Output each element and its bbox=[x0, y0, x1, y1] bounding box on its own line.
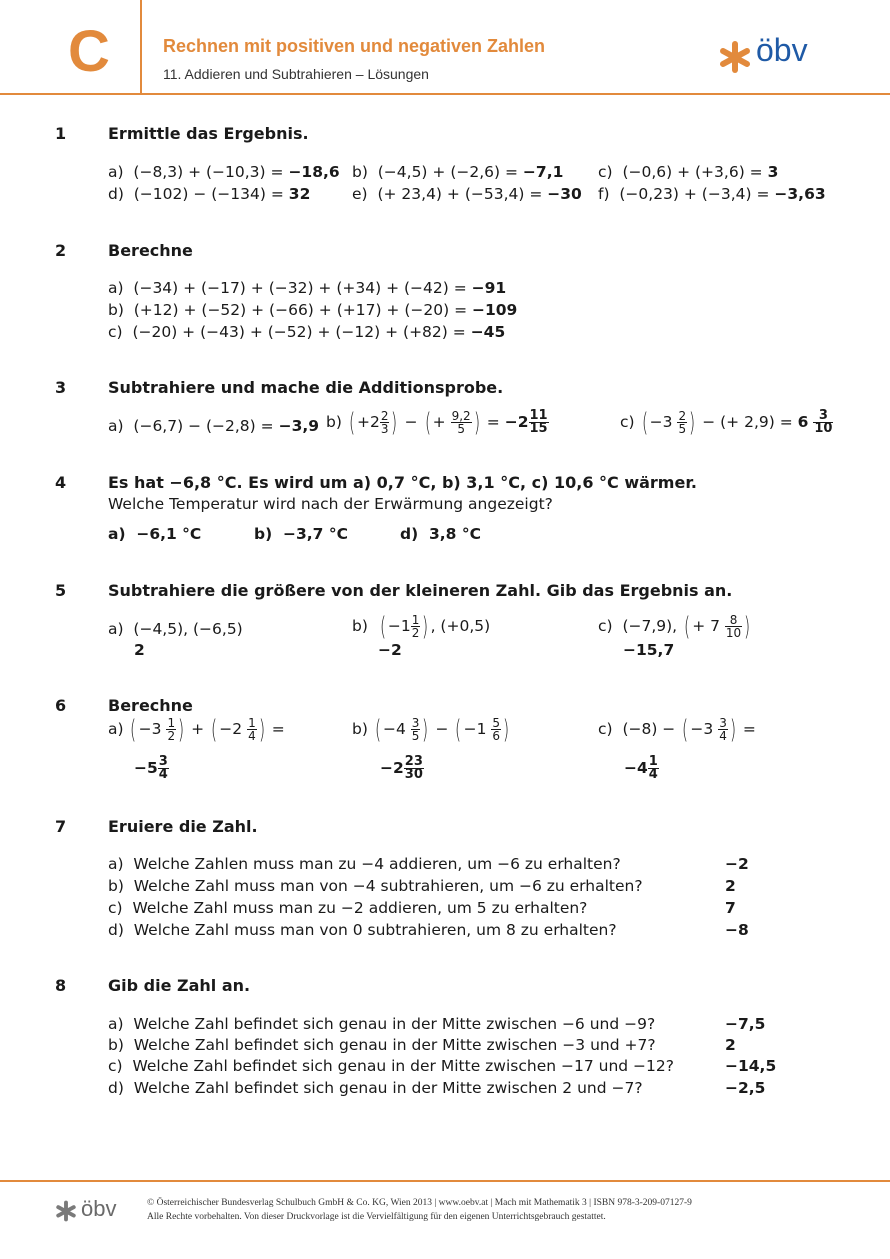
task-number: 4 bbox=[55, 473, 67, 492]
answer: −2 $\frac{23}{30}$ bbox=[380, 754, 423, 782]
exercise-item: c) Welche Zahl muss man zu −2 addieren, um 5 zu erhalten? bbox=[108, 899, 588, 917]
exercise-item: b) (−4,5) + (−2,6) = −7,1 bbox=[352, 163, 564, 181]
answer: −7,5 bbox=[725, 1015, 766, 1033]
task-title: Eruiere die Zahl. bbox=[108, 817, 258, 836]
obv-star-icon bbox=[718, 40, 752, 74]
exercise-item: b) Welche Zahl befindet sich genau in der Mitte zwischen −3 und +7? bbox=[108, 1036, 656, 1054]
obv-logo bbox=[718, 32, 808, 78]
answer: −14,5 bbox=[725, 1057, 777, 1075]
exercise-item: c) (−7,9), ( + 7 $\frac{8}{10}$ ) bbox=[598, 611, 751, 642]
footer-rights: Alle Rechte vorbehalten. Von dieser Druckvorlage ist die Vervielfältigung für den eigenen Unterrichtsgebrauch gestattet. bbox=[147, 1212, 606, 1222]
footer-logo bbox=[55, 1196, 117, 1226]
answer: −2 bbox=[725, 855, 749, 873]
answer: −4 $\frac{1}{4}$ bbox=[624, 754, 658, 782]
exercise-item: b) ( +2 $\frac{2}{3}$ ) − ( + $\frac{9,2}{5}$ ) = −2 $\frac{11}{15}$ bbox=[326, 407, 548, 438]
task-subtitle: Welche Temperatur wird nach der Erwärmung angezeigt? bbox=[108, 495, 553, 513]
exercise-item: a) (−8,3) + (−10,3) = −18,6 bbox=[108, 163, 340, 181]
task-title: Ermittle das Ergebnis. bbox=[108, 124, 309, 143]
answer: 2 bbox=[725, 1036, 736, 1054]
task-number: 2 bbox=[55, 241, 67, 260]
answer: −8 bbox=[725, 921, 749, 939]
answer: −5 $\frac{3}{4}$ bbox=[134, 754, 168, 782]
exercise-item: d) (−102) − (−134) = 32 bbox=[108, 185, 311, 203]
obv-star-icon bbox=[55, 1200, 77, 1222]
page-subtitle: 11. Addieren und Subtrahieren – Lösungen bbox=[163, 66, 429, 82]
footer-copyright: © Österreichischer Bundesverlag Schulbuch GmbH & Co. KG, Wien 2013 | www.oebv.at | Mach mit Mathematik 3 | ISBN 978-3-209-07127-9 bbox=[147, 1198, 692, 1208]
exercise-item: c) Welche Zahl befindet sich genau in der Mitte zwischen −17 und −12? bbox=[108, 1057, 674, 1075]
answer: −15,7 bbox=[623, 641, 675, 659]
answer: 7 bbox=[725, 899, 736, 917]
header-rule bbox=[0, 93, 890, 95]
answer: b) −3,7 °C bbox=[254, 525, 348, 543]
task-number: 1 bbox=[55, 124, 67, 143]
task-number: 8 bbox=[55, 976, 67, 995]
exercise-item: c) ( −3 $\frac{2}{5}$ ) − (+ 2,9) = 6 $\frac{3}{10}$ bbox=[620, 407, 833, 438]
task-title: Berechne bbox=[108, 241, 193, 260]
answer: 2 bbox=[725, 877, 736, 895]
answer: 2 bbox=[134, 641, 145, 659]
task-title: Es hat −6,8 °C. Es wird um a) 0,7 °C, b) 3,1 °C, c) 10,6 °C wärmer. bbox=[108, 473, 698, 492]
exercise-item: b) ( −4 $\frac{3}{5}$ ) − ( −1 $\frac{5}{6}$ ) bbox=[352, 714, 510, 745]
task-title: Berechne bbox=[108, 696, 193, 715]
exercise-item: b) Welche Zahl muss man von −4 subtrahieren, um −6 zu erhalten? bbox=[108, 877, 643, 895]
exercise-item: a) (−4,5), (−6,5) bbox=[108, 620, 243, 638]
footer-logo-text: öbv bbox=[81, 1196, 117, 1221]
task-number: 3 bbox=[55, 378, 67, 397]
answer: d) 3,8 °C bbox=[400, 525, 481, 543]
exercise-item: c) (−8) − ( −3 $\frac{3}{4}$ ) = bbox=[598, 714, 756, 745]
exercise-item: c) (−0,6) + (+3,6) = 3 bbox=[598, 163, 779, 181]
obv-logo-text: öbv bbox=[756, 32, 808, 68]
answer: a) −6,1 °C bbox=[108, 525, 202, 543]
exercise-item: d) Welche Zahl befindet sich genau in der Mitte zwischen 2 und −7? bbox=[108, 1079, 643, 1097]
exercise-item: b) (+12) + (−52) + (−66) + (+17) + (−20) = −109 bbox=[108, 301, 518, 319]
exercise-item: c) (−20) + (−43) + (−52) + (−12) + (+82) = −45 bbox=[108, 323, 506, 341]
header-divider-vertical bbox=[140, 0, 142, 94]
task-title: Gib die Zahl an. bbox=[108, 976, 251, 995]
task-title: Subtrahiere die größere von der kleineren Zahl. Gib das Ergebnis an. bbox=[108, 581, 733, 600]
exercise-item: e) (+ 23,4) + (−53,4) = −30 bbox=[352, 185, 582, 203]
task-number: 5 bbox=[55, 581, 67, 600]
exercise-item: b) ( −1 $\frac{1}{2}$ ) , (+0,5) bbox=[352, 611, 491, 642]
page-title: Rechnen mit positiven und negativen Zahlen bbox=[163, 36, 546, 56]
exercise-item: f) (−0,23) + (−3,4) = −3,63 bbox=[598, 185, 826, 203]
task-number: 7 bbox=[55, 817, 67, 836]
exercise-item: a) (−6,7) − (−2,8) = −3,9 bbox=[108, 417, 320, 435]
exercise-item: a) Welche Zahlen muss man zu −4 addieren, um −6 zu erhalten? bbox=[108, 855, 621, 873]
footer-rule bbox=[0, 1180, 890, 1182]
answer: −2,5 bbox=[725, 1079, 766, 1097]
task-number: 6 bbox=[55, 696, 67, 715]
task-title: Subtrahiere und mache die Additionsprobe. bbox=[108, 378, 504, 397]
exercise-item: a) ( −3 $\frac{1}{2}$ ) + ( −2 $\frac{1}{4}$ ) = bbox=[108, 714, 285, 745]
answer: −2 bbox=[378, 641, 402, 659]
exercise-item: d) Welche Zahl muss man von 0 subtrahieren, um 8 zu erhalten? bbox=[108, 921, 617, 939]
exercise-item: a) (−34) + (−17) + (−32) + (+34) + (−42) = −91 bbox=[108, 279, 507, 297]
exercise-item: a) Welche Zahl befindet sich genau in der Mitte zwischen −6 und −9? bbox=[108, 1015, 656, 1033]
chapter-letter: C bbox=[68, 19, 110, 84]
